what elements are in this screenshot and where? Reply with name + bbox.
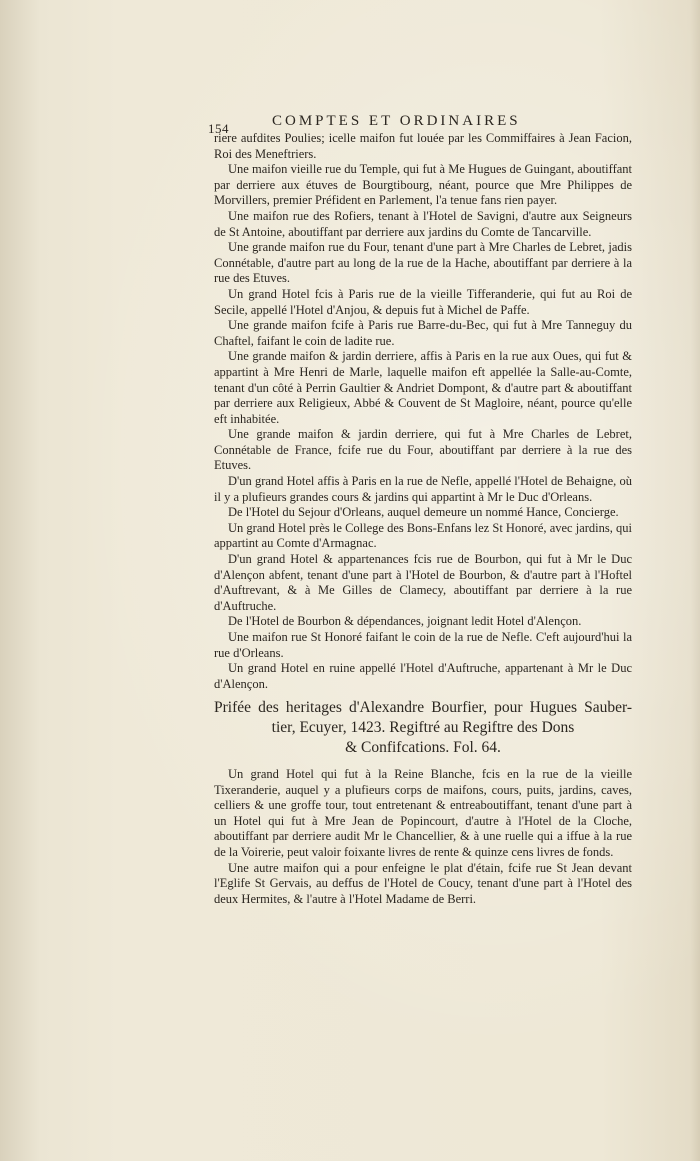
- paragraph: De l'Hotel du Sejour d'Orleans, auquel demeure un nommé Hance, Concierge.: [228, 505, 619, 520]
- paragraph: Une grande maifon & jardin derriere, affis à Paris en la rue aux Oues, qui fut & appartint à Mre Henri de Marle, laquelle maifon eft appellée la Salle-au-Comte, tenant d'un côté à Perrin Gaultier & Andriet Dompont, & d'autre part & aboutiffant par derriere aux Religieux, Abbé & Couvent de St Magloire, néant, pource qu'elle eft inhabitée.: [214, 349, 632, 426]
- paragraph: Un grand Hotel fcis à Paris rue de la vieille Tifferanderie, qui fut au Roi de Secile, appellé l'Hotel d'Anjou, & depuis fut à Michel de Paffe.: [214, 286, 632, 317]
- paragraph: Un grand Hotel qui fut à la Reine Blanche, fcis en la rue de la vieille Tixeranderie, auquel y a plufieurs corps de maifons, cours, puits, jardins, caves, celliers & une groffe tour, tout entretenant & entreaboutiffant, tenant d'une part à un Hotel qui fut à Mre Jean de Popincourt, d'autre à l'Hotel de la Cloche, aboutiffant par derriere audit Mr le Chancellier, & à une ruelle qui a iffue à la rue de la Voirerie, peut valoir foixante livres de rente & quinze cens livres de fonds.: [214, 767, 632, 859]
- section-title-line: Prifée des heritages d'Alexandre Bourfier, pour Hugues Sauber-: [214, 699, 632, 716]
- paragraph: Une grande maifon rue du Four, tenant d'une part à Mre Charles de Lebret, jadis Connétable, d'autre part au long de la rue de la Hache, aboutiffant par derriere à la rue des Etuves.: [214, 240, 632, 286]
- paragraph: De l'Hotel de Bourbon & dépendances, joignant ledit Hotel d'Alençon.: [228, 614, 582, 629]
- paragraph: Une maifon vieille rue du Temple, qui fut à Me Hugues de Guingant, aboutiffant par derriere aux étuves de Bourgtibourg, néant, pource que Mre Philippes de Morvillers, premier Préfident en Parlement, l'a tenue fans rien payer.: [214, 162, 632, 208]
- paragraph: D'un grand Hotel affis à Paris en la rue de Nefle, appellé l'Hotel de Behaigne, où il y a plufieurs grandes cours & jardins qui appartint à Mr le Duc d'Orleans.: [214, 474, 632, 504]
- main-text: [214, 131, 632, 692]
- page-number: 154: [208, 121, 229, 136]
- section-text: [214, 767, 632, 907]
- paragraph: Une maifon rue des Rofiers, tenant à l'Hotel de Savigni, d'autre aux Seigneurs de St Antoine, aboutiffant par derriere aux jardins du Comte de Tancarville.: [214, 208, 632, 239]
- paragraph: Une grande maifon & jardin derriere, qui fut à Mre Charles de Lebret, Connétable de France, fcife rue du Four, aboutiffant par derriere à la rue des Etuves.: [214, 427, 632, 473]
- section-title-line: tier, Ecuyer, 1423. Regiftré au Regiftre des Dons: [271, 719, 575, 736]
- paragraph: Une autre maifon qui a pour enfeigne le plat d'étain, fcife rue St Jean devant l'Eglife St Gervais, au deffus de l'Hotel de Coucy, tenant d'une part à l'Hotel des deux Hermites, & l'autre à l'Hotel Madame de Berri.: [214, 860, 632, 906]
- paragraph: D'un grand Hotel & appartenances fcis rue de Bourbon, qui fut à Mr le Duc d'Alençon abfent, tenant d'une part à l'Hotel de Bourbon, & d'autre part à l'Hoftel d'Auftrevant, & à Me Gilles de Clamecy, aboutiffant par derriere à la rue d'Auftruche.: [214, 552, 632, 613]
- paragraph: Un grand Hotel près le College des Bons-Enfans lez St Honoré, avec jardins, qui appartint au Comte d'Armagnac.: [214, 520, 632, 551]
- running-title: COMPTES ET ORDINAIRES: [272, 113, 521, 129]
- paragraph: Une grande maifon fcife à Paris rue Barre-du-Bec, qui fut à Mre Tanneguy du Chaftel, faifant le coin de ladite rue.: [214, 318, 632, 348]
- section-title-line: & Confifcations. Fol. 64.: [345, 739, 501, 756]
- paragraph: Un grand Hotel en ruine appellé l'Hotel d'Auftruche, appartenant à Mr le Duc d'Alençon.: [214, 661, 632, 691]
- paragraph: riere aufdites Poulies; icelle maifon fut louée par les Commiffaires à Jean Facion, Roi des Meneftriers.: [214, 131, 632, 161]
- paragraph: Une maifon rue St Honoré faifant le coin de la rue de Nefle. C'eft aujourd'hui la rue d'Orleans.: [214, 630, 632, 660]
- section-title: [214, 698, 632, 758]
